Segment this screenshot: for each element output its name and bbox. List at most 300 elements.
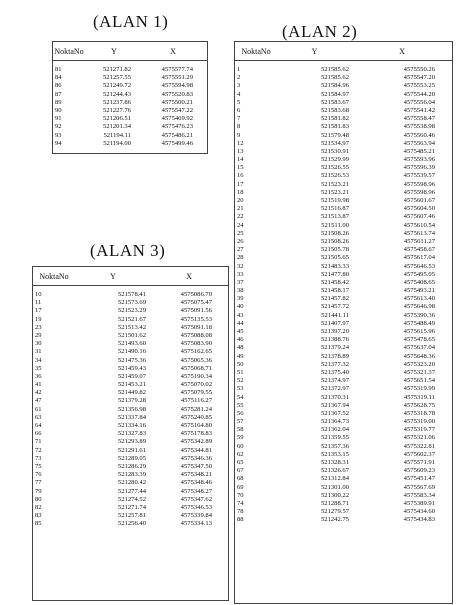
x-coordinate-cell: 4575083.90 — [180, 340, 212, 348]
table-row — [235, 467, 452, 475]
x-coordinate-cell: 4575091.56 — [180, 307, 212, 315]
x-coordinate-cell: 4575135.53 — [180, 315, 212, 323]
y-coordinate-cell: 521327.83 — [117, 430, 146, 438]
alan2-header-nokta: NoktaNo — [241, 46, 271, 56]
x-coordinate-cell: 4575065.36 — [180, 356, 212, 364]
y-coordinate-cell: 521511.00 — [321, 221, 349, 229]
y-coordinate-cell: 521280.42 — [117, 479, 146, 487]
y-coordinate-cell: 521353.15 — [320, 450, 349, 458]
nokta-no-cell: 81 — [55, 66, 62, 73]
x-coordinate-cell: 4575567.69 — [403, 483, 435, 491]
table-row — [33, 471, 228, 479]
nokta-no-cell: 10 — [35, 291, 42, 298]
y-coordinate-cell: 521441.11 — [321, 311, 349, 319]
x-coordinate-cell: 4575346.53 — [180, 503, 212, 511]
table-row — [33, 373, 228, 381]
nokta-no-cell: 18 — [237, 188, 244, 196]
alan3-rows — [33, 286, 228, 528]
table-row — [235, 295, 452, 303]
table-row — [235, 402, 452, 410]
alan1-header-y: Y — [111, 46, 117, 56]
y-coordinate-cell: 521579.48 — [320, 131, 349, 139]
nokta-no-cell: 24 — [237, 221, 244, 229]
alan1-title: (ALAN 1) — [93, 12, 169, 31]
table-row — [235, 336, 452, 344]
x-coordinate-cell: 4575544.20 — [403, 90, 435, 98]
table-row — [53, 99, 207, 107]
x-coordinate-cell: 4575617.04 — [403, 254, 435, 262]
table-row — [235, 434, 452, 442]
nokta-no-cell: 42 — [35, 389, 42, 397]
table-row — [33, 496, 228, 504]
nokta-no-cell: 94 — [55, 139, 62, 147]
table-row — [235, 303, 452, 311]
table-row — [235, 516, 452, 524]
x-coordinate-cell: 4575488.49 — [403, 319, 435, 327]
nokta-no-cell: 83 — [35, 512, 42, 520]
alan3-header-x: X — [186, 271, 192, 281]
x-coordinate-cell: 4575538.98 — [403, 123, 435, 131]
y-coordinate-cell: 521526.53 — [320, 172, 349, 180]
table-row — [235, 320, 452, 328]
alan2-rows — [235, 61, 452, 525]
x-coordinate-cell: 4575598.96 — [403, 188, 435, 196]
x-coordinate-cell: 4575602.37 — [403, 450, 435, 458]
nokta-no-cell: 57 — [237, 418, 244, 426]
x-coordinate-cell: 4575408.65 — [403, 278, 435, 286]
y-coordinate-cell: 521283.39 — [117, 471, 146, 479]
nokta-no-cell: 70 — [237, 491, 244, 499]
x-coordinate-cell: 4575344.81 — [180, 446, 212, 454]
table-row — [33, 299, 228, 307]
nokta-no-cell: 16 — [237, 172, 244, 180]
y-coordinate-cell: 521407.97 — [320, 319, 349, 327]
nokta-no-cell: 87 — [55, 90, 62, 98]
x-coordinate-cell: 4575613.40 — [403, 295, 435, 303]
table-row — [235, 164, 452, 172]
table-row — [53, 107, 207, 115]
x-coordinate-cell: 4575469.92 — [161, 115, 193, 123]
nokta-no-cell: 23 — [35, 323, 42, 331]
table-row — [235, 263, 452, 271]
x-coordinate-cell: 4575091.18 — [180, 323, 212, 331]
x-coordinate-cell: 4575604.50 — [403, 205, 435, 213]
nokta-no-cell: 60 — [237, 442, 244, 450]
y-coordinate-cell: 521227.76 — [102, 106, 131, 114]
table-row — [235, 410, 452, 418]
nokta-no-cell: 15 — [237, 164, 244, 172]
table-row — [33, 512, 228, 520]
nokta-no-cell: 32 — [237, 262, 244, 270]
x-coordinate-cell: 4575086.70 — [180, 291, 212, 298]
y-coordinate-cell: 521279.57 — [320, 508, 349, 516]
y-coordinate-cell: 521356.98 — [117, 405, 146, 413]
y-coordinate-cell: 521374.97 — [320, 377, 349, 385]
y-coordinate-cell: 521375.40 — [320, 368, 349, 376]
y-coordinate-cell: 521257.81 — [117, 512, 146, 520]
y-coordinate-cell: 521475.36 — [117, 356, 146, 364]
y-coordinate-cell: 521581.82 — [320, 115, 349, 123]
table-row — [33, 430, 228, 438]
table-row — [235, 418, 452, 426]
table-row — [235, 132, 452, 140]
table-row — [235, 475, 452, 483]
x-coordinate-cell: 4575583.34 — [403, 491, 435, 499]
nokta-no-cell: 20 — [237, 197, 244, 204]
nokta-no-cell: 54 — [237, 393, 244, 401]
table-row — [235, 459, 452, 467]
y-coordinate-cell: 521289.05 — [117, 454, 146, 462]
y-coordinate-cell: 521458.42 — [320, 278, 349, 286]
y-coordinate-cell: 521493.60 — [117, 340, 146, 348]
nokta-no-cell: 2 — [237, 74, 241, 82]
alan3-table — [32, 266, 229, 601]
x-coordinate-cell: 4575068.71 — [180, 364, 212, 372]
x-coordinate-cell: 4575553.25 — [403, 82, 435, 90]
table-row — [235, 189, 452, 197]
x-coordinate-cell: 4575088.08 — [180, 331, 212, 339]
x-coordinate-cell: 4575458.67 — [403, 246, 435, 254]
table-row — [33, 488, 228, 496]
y-coordinate-cell: 521388.76 — [320, 336, 349, 344]
x-coordinate-cell: 4575478.65 — [403, 336, 435, 344]
y-coordinate-cell: 521513.87 — [320, 213, 349, 221]
nokta-no-cell: 37 — [237, 278, 244, 286]
nokta-no-cell: 21 — [237, 205, 244, 213]
y-coordinate-cell: 521379.28 — [117, 397, 146, 405]
nokta-no-cell: 67 — [237, 467, 244, 475]
y-coordinate-cell: 521519.98 — [320, 197, 349, 204]
x-coordinate-cell: 4575348.21 — [180, 471, 212, 479]
y-coordinate-cell: 521359.55 — [320, 434, 349, 442]
x-coordinate-cell: 4575389.91 — [403, 499, 435, 507]
nokta-no-cell: 30 — [35, 340, 42, 348]
y-coordinate-cell: 521194.11 — [103, 131, 131, 139]
table-row — [235, 279, 452, 287]
nokta-no-cell: 33 — [237, 270, 244, 278]
alan2-header-x: X — [399, 46, 405, 56]
y-coordinate-cell: 521257.55 — [102, 74, 131, 82]
table-row — [33, 389, 228, 397]
nokta-no-cell: 72 — [35, 446, 42, 454]
nokta-no-cell: 56 — [237, 409, 244, 417]
y-coordinate-cell: 521585.62 — [320, 74, 349, 82]
y-coordinate-cell: 521457.82 — [320, 295, 349, 303]
table-row — [33, 316, 228, 324]
y-coordinate-cell: 521293.89 — [117, 438, 146, 446]
x-coordinate-cell: 4575348.46 — [180, 479, 212, 487]
y-coordinate-cell: 521573.69 — [117, 299, 146, 307]
x-coordinate-cell: 4575334.13 — [180, 520, 212, 528]
nokta-no-cell: 29 — [35, 331, 42, 339]
nokta-no-cell: 38 — [237, 287, 244, 295]
nokta-no-cell: 52 — [237, 377, 244, 385]
x-coordinate-cell: 4575547.20 — [403, 74, 435, 82]
table-row — [33, 340, 228, 348]
nokta-no-cell: 79 — [35, 487, 42, 495]
table-row — [33, 414, 228, 422]
x-coordinate-cell: 4575550.26 — [403, 66, 435, 73]
y-coordinate-cell: 521377.32 — [320, 360, 349, 368]
y-coordinate-cell: 521256.40 — [117, 520, 146, 528]
x-coordinate-cell: 4575323.20 — [403, 360, 435, 368]
nokta-no-cell: 69 — [237, 483, 244, 491]
x-coordinate-cell: 4575070.02 — [180, 381, 212, 389]
x-coordinate-cell: 4575318.78 — [403, 409, 435, 417]
x-coordinate-cell: 4575547.22 — [161, 106, 193, 114]
table-row — [235, 107, 452, 115]
table-row — [33, 455, 228, 463]
table-row — [53, 74, 207, 82]
nokta-no-cell: 66 — [35, 430, 42, 438]
y-coordinate-cell: 521483.33 — [320, 262, 349, 270]
nokta-no-cell: 36 — [35, 372, 42, 380]
nokta-no-cell: 90 — [55, 106, 62, 114]
table-row — [235, 246, 452, 254]
x-coordinate-cell: 4575321.37 — [403, 368, 435, 376]
nokta-no-cell: 7 — [237, 115, 241, 123]
y-coordinate-cell: 521584.96 — [320, 82, 349, 90]
table-row — [235, 148, 452, 156]
table-row — [53, 82, 207, 90]
nokta-no-cell: 89 — [55, 98, 62, 106]
nokta-no-cell: 17 — [35, 307, 42, 315]
x-coordinate-cell: 4575539.57 — [403, 172, 435, 180]
y-coordinate-cell: 521249.72 — [102, 82, 131, 90]
x-coordinate-cell: 4575322.81 — [403, 442, 435, 450]
y-coordinate-cell: 521523.21 — [320, 180, 349, 188]
table-row — [33, 324, 228, 332]
table-row — [235, 500, 452, 508]
alan2-header-y: Y — [311, 46, 318, 56]
y-coordinate-cell: 521206.51 — [102, 115, 131, 123]
table-row — [33, 438, 228, 446]
x-coordinate-cell: 4575346.36 — [180, 454, 212, 462]
y-coordinate-cell: 521490.16 — [117, 348, 146, 356]
table-row — [235, 115, 452, 123]
nokta-no-cell: 22 — [237, 213, 244, 221]
x-coordinate-cell: 4575451.47 — [403, 475, 435, 483]
alan1-header-row — [53, 42, 207, 61]
table-row — [33, 479, 228, 487]
table-row — [53, 132, 207, 140]
table-row — [235, 426, 452, 434]
nokta-no-cell: 43 — [237, 311, 244, 319]
x-coordinate-cell: 4575615.96 — [403, 328, 435, 335]
nokta-no-cell: 17 — [237, 180, 244, 188]
nokta-no-cell: 41 — [35, 381, 42, 389]
table-row — [235, 222, 452, 230]
nokta-no-cell: 75 — [35, 462, 42, 470]
y-coordinate-cell: 521529.99 — [320, 156, 349, 164]
x-coordinate-cell: 4575319.11 — [403, 393, 435, 401]
table-row — [33, 307, 228, 315]
y-coordinate-cell: 521397.20 — [320, 328, 349, 335]
nokta-no-cell: 51 — [237, 368, 244, 376]
nokta-no-cell: 55 — [237, 401, 244, 409]
nokta-no-cell: 35 — [35, 364, 42, 372]
nokta-no-cell: 31 — [35, 348, 42, 356]
y-coordinate-cell: 521286.29 — [117, 462, 146, 470]
nokta-no-cell: 71 — [35, 438, 42, 446]
alan1-header-nokta: NoktaNo — [54, 46, 84, 56]
x-coordinate-cell: 4575601.67 — [403, 197, 435, 204]
x-coordinate-cell: 4575434.83 — [403, 516, 435, 524]
x-coordinate-cell: 4575164.80 — [180, 422, 212, 429]
nokta-no-cell: 12 — [237, 139, 244, 147]
table-row — [33, 520, 228, 528]
nokta-no-cell: 76 — [35, 471, 42, 479]
table-row — [235, 312, 452, 320]
table-row — [235, 213, 452, 221]
nokta-no-cell: 88 — [237, 516, 244, 524]
y-coordinate-cell: 521334.16 — [117, 422, 146, 429]
nokta-no-cell: 59 — [237, 434, 244, 442]
table-row — [235, 197, 452, 205]
x-coordinate-cell: 4575563.94 — [403, 139, 435, 147]
y-coordinate-cell: 521516.87 — [320, 205, 349, 213]
x-coordinate-cell: 4575079.55 — [180, 389, 212, 397]
y-coordinate-cell: 521585.62 — [320, 66, 349, 73]
x-coordinate-cell: 4575434.60 — [403, 508, 435, 516]
alan2-table — [234, 41, 453, 604]
table-row — [235, 361, 452, 369]
alan2-header-row — [235, 42, 452, 61]
table-row — [33, 447, 228, 455]
alan3-header-y: Y — [110, 271, 116, 281]
y-coordinate-cell: 521300.22 — [320, 491, 349, 499]
table-row — [235, 369, 452, 377]
nokta-no-cell: 74 — [237, 499, 244, 507]
y-coordinate-cell: 521337.84 — [117, 413, 146, 421]
x-coordinate-cell: 4575610.54 — [403, 221, 435, 229]
x-coordinate-cell: 4575347.62 — [180, 495, 212, 503]
nokta-no-cell: 82 — [35, 503, 42, 511]
y-coordinate-cell: 521457.72 — [320, 303, 349, 311]
table-row — [33, 397, 228, 405]
table-row — [53, 91, 207, 99]
alan3-header-nokta: NoktaNo — [39, 271, 69, 281]
nokta-no-cell: 40 — [237, 303, 244, 311]
table-row — [235, 140, 452, 148]
y-coordinate-cell: 521581.83 — [320, 123, 349, 131]
nokta-no-cell: 48 — [237, 344, 244, 352]
y-coordinate-cell: 521201.34 — [102, 123, 131, 131]
y-coordinate-cell: 521357.36 — [320, 442, 349, 450]
nokta-no-cell: 58 — [237, 426, 244, 434]
table-row — [235, 99, 452, 107]
nokta-no-cell: 80 — [35, 495, 42, 503]
x-coordinate-cell: 4575520.83 — [161, 90, 193, 98]
nokta-no-cell: 28 — [237, 254, 244, 262]
nokta-no-cell: 73 — [35, 454, 42, 462]
y-coordinate-cell: 521458.17 — [320, 287, 349, 295]
nokta-no-cell: 46 — [237, 336, 244, 344]
nokta-no-cell: 78 — [237, 508, 244, 516]
x-coordinate-cell: 4575190.34 — [180, 372, 212, 380]
x-coordinate-cell: 4575319.77 — [403, 426, 435, 434]
y-coordinate-cell: 521379.24 — [320, 344, 349, 352]
nokta-no-cell: 27 — [237, 246, 244, 254]
y-coordinate-cell: 521288.71 — [320, 499, 349, 507]
nokta-no-cell: 34 — [35, 356, 42, 364]
y-coordinate-cell: 521523.29 — [117, 307, 146, 315]
x-coordinate-cell: 4575178.83 — [180, 430, 212, 438]
alan1-header-x: X — [170, 46, 176, 56]
x-coordinate-cell: 4575551.29 — [161, 74, 193, 82]
table-row — [235, 353, 452, 361]
table-row — [235, 254, 452, 262]
y-coordinate-cell: 521459.43 — [117, 364, 146, 372]
y-coordinate-cell: 521513.42 — [117, 323, 146, 331]
nokta-no-cell: 91 — [55, 115, 62, 123]
x-coordinate-cell: 4575339.84 — [180, 512, 212, 520]
nokta-no-cell: 85 — [35, 520, 42, 528]
x-coordinate-cell: 4575240.85 — [180, 413, 212, 421]
y-coordinate-cell: 521237.86 — [102, 98, 131, 106]
y-coordinate-cell: 521534.97 — [320, 139, 349, 147]
table-row — [235, 271, 452, 279]
nokta-no-cell: 93 — [55, 131, 62, 139]
table-row — [235, 238, 452, 246]
y-coordinate-cell: 521367.94 — [320, 401, 349, 409]
x-coordinate-cell: 4575319.99 — [403, 385, 435, 393]
x-coordinate-cell: 4575628.75 — [403, 401, 435, 409]
x-coordinate-cell: 4575556.04 — [403, 98, 435, 106]
table-row — [235, 287, 452, 295]
nokta-no-cell: 3 — [237, 82, 241, 90]
x-coordinate-cell: 4575500.21 — [161, 98, 193, 106]
nokta-no-cell: 77 — [35, 479, 42, 487]
alan2-title: (ALAN 2) — [282, 22, 358, 41]
nokta-no-cell: 6 — [237, 106, 241, 114]
table-row — [235, 172, 452, 180]
nokta-no-cell: 26 — [237, 237, 244, 245]
y-coordinate-cell: 521583.67 — [320, 98, 349, 106]
x-coordinate-cell: 4575607.46 — [403, 213, 435, 221]
table-row — [235, 508, 452, 516]
nokta-no-cell: 49 — [237, 352, 244, 360]
y-coordinate-cell: 521508.26 — [320, 229, 349, 237]
x-coordinate-cell: 4575560.46 — [403, 131, 435, 139]
table-row — [235, 451, 452, 459]
table-row — [235, 344, 452, 352]
y-coordinate-cell: 521521.67 — [117, 315, 146, 323]
table-row — [235, 492, 452, 500]
y-coordinate-cell: 521274.52 — [117, 495, 146, 503]
x-coordinate-cell: 4575348.27 — [180, 487, 212, 495]
y-coordinate-cell: 521291.61 — [117, 446, 146, 454]
x-coordinate-cell: 4575116.27 — [180, 397, 212, 405]
x-coordinate-cell: 4575075.47 — [180, 299, 212, 307]
x-coordinate-cell: 4575577.74 — [161, 66, 193, 73]
y-coordinate-cell: 521372.97 — [320, 385, 349, 393]
table-row — [53, 115, 207, 123]
y-coordinate-cell: 521362.04 — [320, 426, 349, 434]
table-row — [33, 422, 228, 430]
x-coordinate-cell: 4575637.04 — [403, 344, 435, 352]
x-coordinate-cell: 4575347.50 — [180, 462, 212, 470]
nokta-no-cell: 1 — [237, 66, 241, 73]
nokta-no-cell: 47 — [35, 397, 42, 405]
alan3-title: (ALAN 3) — [90, 241, 166, 260]
alan1-table — [52, 41, 208, 154]
x-coordinate-cell: 4575648.36 — [403, 352, 435, 360]
y-coordinate-cell: 521501.62 — [117, 331, 146, 339]
x-coordinate-cell: 4575611.27 — [403, 237, 435, 245]
table-row — [235, 377, 452, 385]
table-row — [53, 140, 207, 148]
